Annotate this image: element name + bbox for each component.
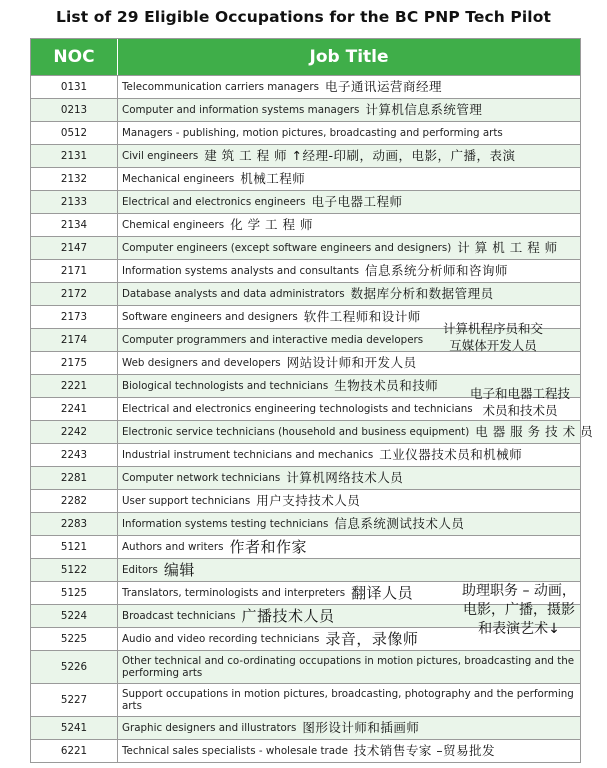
job-title-cn: 广播技术人员: [241, 607, 335, 625]
noc-code: 5227: [31, 684, 118, 716]
table-row: [31, 466, 580, 489]
job-title: [118, 513, 580, 535]
job-title-en: Mechanical engineers: [122, 173, 235, 185]
job-title: [118, 283, 580, 305]
table-header: [31, 39, 580, 75]
job-title-en: User support technicians: [122, 495, 251, 507]
job-title: [118, 740, 580, 762]
job-title-en: Computer engineers (except software engineers and designers): [122, 242, 452, 254]
job-title: [118, 352, 580, 374]
job-title: [118, 651, 580, 683]
noc-code: 2133: [31, 191, 118, 213]
noc-code: 0213: [31, 99, 118, 121]
job-title: [118, 145, 580, 167]
note-line: 术员和技术员: [482, 403, 558, 418]
noc-code: 2175: [31, 352, 118, 374]
job-title-en: Graphic designers and illustrators: [122, 722, 297, 734]
job-title-en: Information systems analysts and consultants: [122, 265, 360, 277]
job-title: [118, 99, 580, 121]
job-title: [118, 490, 580, 512]
job-title-en: Chemical engineers: [122, 219, 225, 231]
job-title-cn: 数据库分析和数据管理员: [350, 286, 494, 301]
table-row: [31, 489, 580, 512]
header-job-title: Job Title: [309, 47, 389, 67]
job-title-cn: 信息系统测试技术人员: [334, 516, 465, 531]
note-line: 和表演艺术↓: [478, 621, 560, 637]
noc-code: 2132: [31, 168, 118, 190]
job-title-cn: 翻译人员: [351, 584, 414, 602]
table-row: [31, 512, 580, 535]
table-row: [31, 259, 580, 282]
table-row: [31, 443, 580, 466]
noc-code: 2221: [31, 375, 118, 397]
job-title-cn: 网站设计师和开发人员: [286, 355, 417, 370]
note-5125: [462, 582, 576, 639]
noc-code: 2242: [31, 421, 118, 443]
job-title-cn: 电子电器工程师: [311, 194, 403, 209]
job-title: [118, 559, 580, 581]
job-title-en: Industrial instrument technicians and mechanics: [122, 449, 374, 461]
noc-code: 2241: [31, 398, 118, 420]
job-title-cn: 化 学 工 程 师: [230, 217, 314, 232]
job-title: [118, 536, 580, 558]
job-title-cn: 电子通讯运营商经理: [324, 79, 442, 94]
table-row: [31, 121, 580, 144]
noc-code: 2174: [31, 329, 118, 351]
table-row: [31, 716, 580, 739]
table-row: [31, 282, 580, 305]
note-2174: [443, 320, 543, 354]
noc-code: 2243: [31, 444, 118, 466]
noc-code: 5226: [31, 651, 118, 683]
table-row: [31, 144, 580, 167]
job-title: [118, 260, 580, 282]
table-row: [31, 420, 594, 443]
job-title: [118, 168, 580, 190]
noc-code: 2281: [31, 467, 118, 489]
job-title-cn: 编辑: [163, 561, 195, 579]
job-title: [118, 76, 580, 98]
table-row: [31, 683, 580, 716]
job-title-en: Civil engineers: [122, 150, 199, 162]
job-title-cn: 计算机网络技术人员: [286, 470, 404, 485]
noc-code: 6221: [31, 740, 118, 762]
job-title-en: Computer network technicians: [122, 472, 281, 484]
job-title-cn: 计 算 机 工 程 师: [457, 240, 558, 255]
note-line: 计算机程序员和交: [443, 321, 544, 336]
job-title-en: Computer and information systems managers: [122, 104, 360, 116]
job-title-en: Other technical and co-ordinating occupations in motion pictures, broadcasting and the performing arts: [122, 655, 575, 679]
job-title-en: Broadcast technicians: [122, 610, 236, 622]
job-title-cn: 录音，录像师: [325, 630, 419, 648]
job-title: [118, 467, 580, 489]
job-title: [118, 684, 580, 716]
job-title-en: Editors: [122, 564, 158, 576]
noc-code: 2282: [31, 490, 118, 512]
note-2241: [470, 385, 570, 419]
table-row: [31, 650, 580, 683]
job-title: [118, 444, 580, 466]
job-title-cn: 用户支持技术人员: [256, 493, 361, 508]
job-title-en: Electronic service technicians (household and business equipment): [122, 426, 470, 438]
job-title-en: Support occupations in motion pictures, broadcasting, photography and the performing arts: [122, 688, 574, 712]
job-title-en: Electrical and electronics engineering technologists and technicians: [122, 403, 473, 415]
table-row: [31, 167, 580, 190]
table-row: [31, 190, 580, 213]
note-line: 互媒体开发人员: [449, 338, 537, 353]
job-title-en: Technical sales specialists - wholesale trade: [122, 745, 348, 757]
job-title-en: Information systems testing technicians: [122, 518, 329, 530]
table-row: [31, 236, 580, 259]
table-row: [31, 535, 580, 558]
job-title-en: Software engineers and designers: [122, 311, 298, 323]
job-title: [118, 122, 580, 144]
job-title-cn: 机械工程师: [240, 171, 306, 186]
noc-code: 2147: [31, 237, 118, 259]
noc-code: 2131: [31, 145, 118, 167]
noc-code: 0512: [31, 122, 118, 144]
noc-code: 5125: [31, 582, 118, 604]
job-title-cn: 建 筑 工 程 师 ↑经理-印刷，动画，电影，广播，表演: [204, 148, 516, 163]
job-title-cn: 信息系统分析师和咨询师: [365, 263, 509, 278]
note-line: 电子和电器工程技: [470, 386, 571, 401]
job-title-cn: 技术销售专家 –贸易批发: [353, 743, 496, 758]
noc-code: 5122: [31, 559, 118, 581]
job-title: [118, 237, 580, 259]
job-title-cn: 作者和作家: [229, 538, 307, 556]
table-row: [31, 98, 580, 121]
noc-code: 2171: [31, 260, 118, 282]
job-title-en: Database analysts and data administrators: [122, 288, 345, 300]
job-title-en: Computer programmers and interactive media developers: [122, 334, 424, 346]
job-title: [118, 421, 593, 443]
noc-code: 0131: [31, 76, 118, 98]
job-title-en: Web designers and developers: [122, 357, 281, 369]
job-title-cn: 电 器 服 务 技 术 员: [475, 424, 594, 439]
page-title: List of 29 Eligible Occupations for the BC PNP Tech Pilot: [56, 8, 551, 26]
job-title-cn: 计算机信息系统管理: [365, 102, 483, 117]
table-row: [31, 75, 580, 98]
noc-code: 5241: [31, 717, 118, 739]
table-row: [31, 213, 580, 236]
noc-code: 2173: [31, 306, 118, 328]
table-row: [31, 558, 580, 581]
noc-code: 2134: [31, 214, 118, 236]
job-title-en: Electrical and electronics engineers: [122, 196, 306, 208]
noc-code: 2283: [31, 513, 118, 535]
job-title: [118, 191, 580, 213]
job-title-cn: 工业仪器技术员和机械师: [379, 447, 523, 462]
noc-code: 2172: [31, 283, 118, 305]
job-title-cn: 图形设计师和插画师: [302, 720, 420, 735]
table-row: [31, 739, 580, 762]
job-title-en: Telecommunication carriers managers: [122, 81, 319, 93]
job-title-cn: 软件工程师和设计师: [303, 309, 421, 324]
header-noc: NOC: [31, 39, 118, 75]
note-line: 电影，广播，摄影: [462, 602, 575, 618]
job-title-cn: 生物技术员和技师: [334, 378, 439, 393]
job-title-en: Translators, terminologists and interpreters: [122, 587, 346, 599]
job-title-en: Biological technologists and technicians: [122, 380, 329, 392]
note-line: 助理职务 – 动画，: [462, 583, 576, 599]
job-title-en: Audio and video recording technicians: [122, 633, 320, 645]
job-title: [118, 717, 580, 739]
noc-code: 5121: [31, 536, 118, 558]
noc-code: 5224: [31, 605, 118, 627]
job-title-en: Authors and writers: [122, 541, 224, 553]
job-title-en: Managers - publishing, motion pictures, broadcasting and performing arts: [122, 127, 503, 139]
table-row: [31, 351, 580, 374]
noc-code: 5225: [31, 628, 118, 650]
job-title: [118, 214, 580, 236]
